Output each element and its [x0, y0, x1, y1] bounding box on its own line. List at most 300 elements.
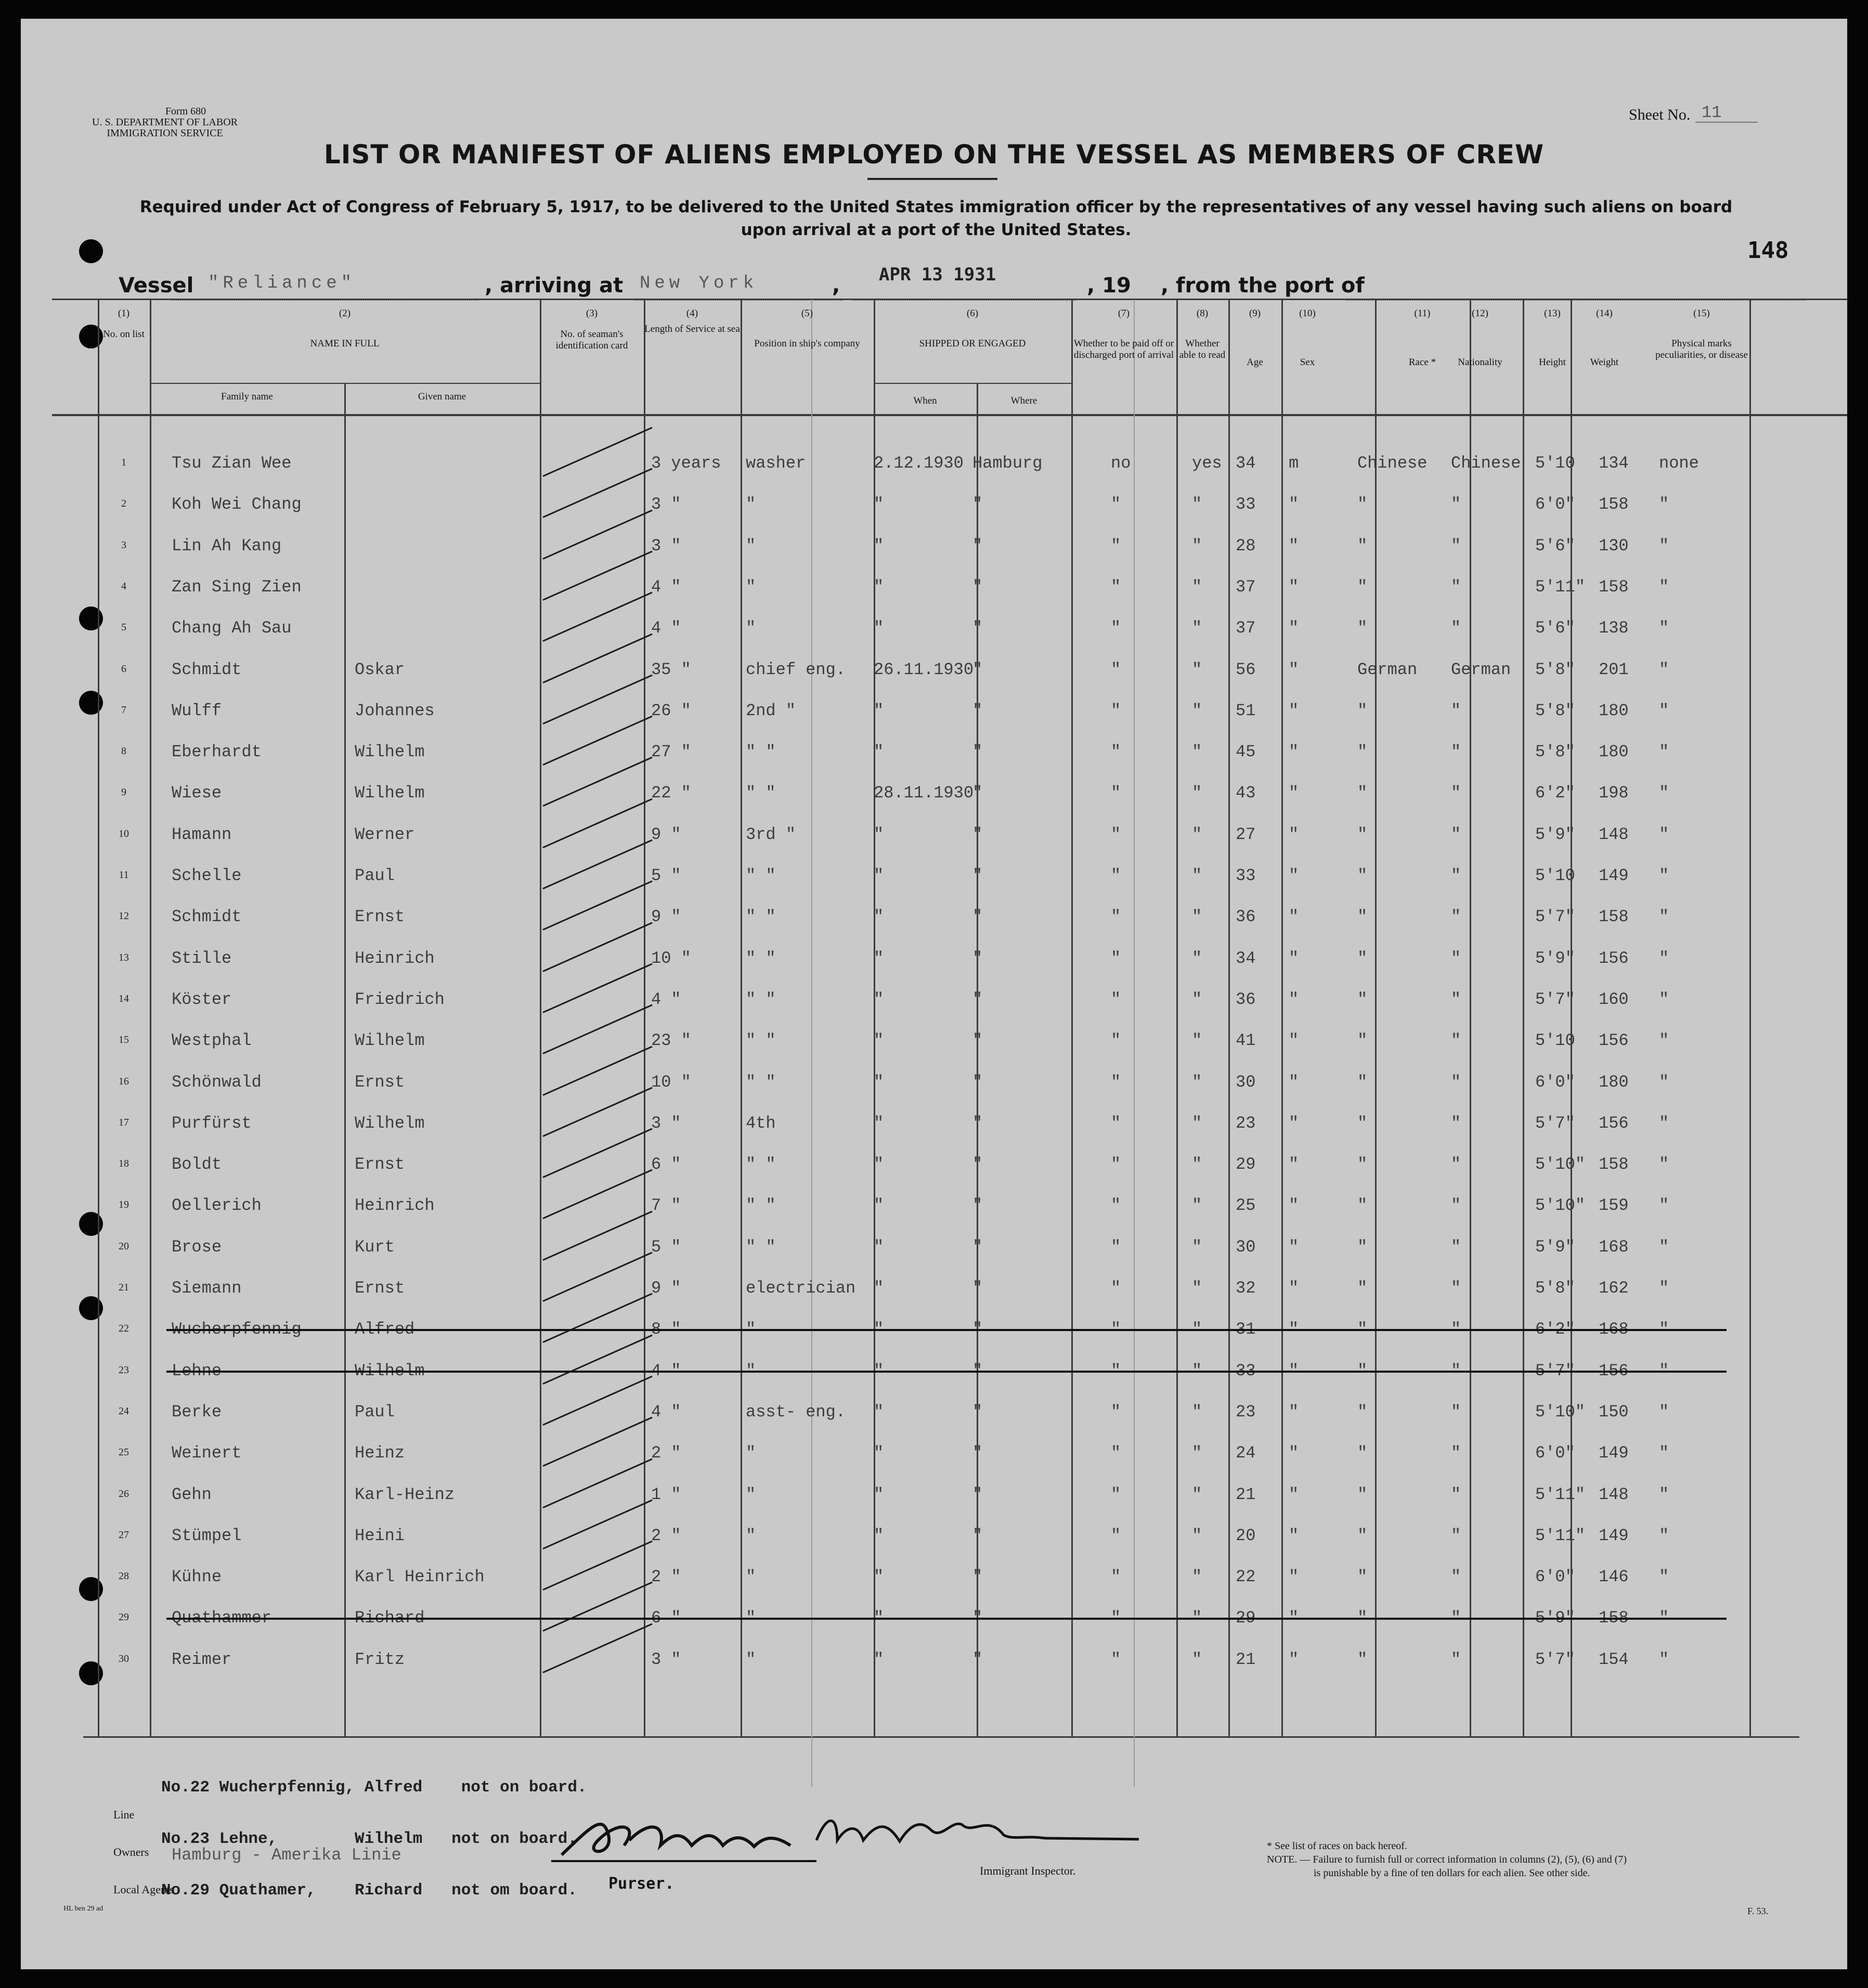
able-to-read: "	[1192, 824, 1202, 844]
check-mark	[542, 840, 652, 889]
sex: "	[1289, 1361, 1299, 1380]
shipped-when: "	[874, 1361, 884, 1380]
physical-marks: "	[1659, 495, 1669, 514]
physical-marks: "	[1659, 1320, 1669, 1339]
position: "	[746, 577, 756, 597]
shipped-when: "	[874, 948, 884, 968]
height: 6'0"	[1535, 495, 1575, 514]
height: 6'0"	[1535, 1072, 1575, 1092]
position: " "	[746, 742, 776, 762]
physical-marks: "	[1659, 1608, 1669, 1628]
physical-marks: "	[1659, 536, 1669, 556]
length-of-service: 9 "	[651, 907, 681, 927]
physical-marks: "	[1659, 1113, 1669, 1133]
able-to-read: "	[1192, 1196, 1202, 1216]
weight: 134	[1599, 454, 1629, 473]
family-name: Boldt	[172, 1155, 222, 1174]
position: "	[746, 536, 756, 556]
binder-hole	[79, 691, 103, 715]
position: " "	[746, 1155, 776, 1174]
age: 36	[1236, 907, 1256, 927]
header-c13: (13) Height	[1539, 308, 1566, 368]
race: "	[1357, 1361, 1368, 1380]
able-to-read: "	[1192, 1279, 1202, 1298]
weight: 148	[1599, 1484, 1629, 1504]
given-name: Ernst	[355, 1072, 405, 1092]
race: "	[1357, 1608, 1368, 1628]
shipped-where: "	[972, 1649, 983, 1669]
able-to-read: "	[1192, 1072, 1202, 1092]
row-number: 3	[121, 539, 126, 551]
given-name: Karl-Heinz	[355, 1484, 455, 1504]
age: 30	[1236, 1072, 1256, 1092]
race: "	[1357, 989, 1368, 1009]
height: 5'7"	[1535, 1113, 1575, 1133]
sheet-number-value: 11	[1702, 103, 1722, 122]
able-to-read: "	[1192, 618, 1202, 638]
race: "	[1357, 907, 1368, 927]
vessel-label: Vessel	[119, 274, 194, 298]
check-mark	[542, 757, 652, 807]
length-of-service: 3 "	[651, 536, 681, 556]
nationality: "	[1451, 1237, 1461, 1257]
race: "	[1357, 1196, 1368, 1216]
physical-marks: "	[1659, 1567, 1669, 1587]
weight: 168	[1599, 1237, 1629, 1257]
sex: "	[1289, 1484, 1299, 1504]
header-c3: (3) No. of seaman's identification card	[555, 308, 628, 351]
shipped-when: "	[874, 824, 884, 844]
row-number: 13	[119, 951, 129, 963]
vessel-name: "Reliance"	[208, 274, 356, 293]
binder-hole	[79, 1296, 103, 1320]
sex: "	[1289, 1526, 1299, 1545]
given-name: Ernst	[355, 1155, 405, 1174]
physical-marks: "	[1659, 1031, 1669, 1051]
race: "	[1357, 1484, 1368, 1504]
race: Chinese	[1357, 454, 1428, 473]
able-to-read: "	[1192, 1567, 1202, 1587]
shipped-where: "	[972, 1031, 983, 1051]
weight: 156	[1599, 948, 1629, 968]
race: "	[1357, 1443, 1368, 1463]
sex: "	[1289, 824, 1299, 844]
paid-off: "	[1111, 989, 1121, 1009]
race: "	[1357, 783, 1368, 803]
height: 5'11"	[1535, 577, 1586, 597]
strike-through-line	[166, 1618, 1727, 1620]
able-to-read: "	[1192, 742, 1202, 762]
row-number: 25	[119, 1447, 129, 1458]
position: " "	[746, 1031, 776, 1051]
nationality: "	[1451, 1072, 1461, 1092]
position: "	[746, 1320, 756, 1339]
position: "	[746, 1649, 756, 1669]
height: 5'7"	[1535, 1361, 1575, 1380]
row-number: 6	[121, 663, 126, 675]
check-mark	[542, 1169, 652, 1219]
check-mark	[542, 1210, 652, 1260]
shipped-when: "	[874, 1526, 884, 1545]
age: 34	[1236, 948, 1256, 968]
sex: "	[1289, 1279, 1299, 1298]
length-of-service: 3 "	[651, 1113, 681, 1133]
race: "	[1357, 866, 1368, 885]
arrival-date-stamp: APR 13 1931	[879, 264, 996, 285]
shipped-when: "	[874, 701, 884, 720]
height: 5'9"	[1535, 1608, 1575, 1628]
nationality: Chinese	[1451, 454, 1521, 473]
length-of-service: 2 "	[651, 1567, 681, 1587]
strike-through-line	[166, 1329, 1727, 1331]
height: 5'6"	[1535, 536, 1575, 556]
position: " "	[746, 783, 776, 803]
row-number: 19	[119, 1199, 129, 1211]
race: "	[1357, 577, 1368, 597]
race: "	[1357, 1072, 1368, 1092]
shipped-where: "	[972, 1361, 983, 1380]
binder-hole	[79, 1661, 103, 1685]
sex: "	[1289, 1155, 1299, 1174]
shipped-where: "	[972, 824, 983, 844]
family-name: Schelle	[172, 866, 242, 885]
height: 5'11"	[1535, 1484, 1586, 1504]
race: "	[1357, 1113, 1368, 1133]
given-name: Heinrich	[355, 1196, 435, 1216]
check-mark	[542, 1541, 652, 1591]
row-number: 21	[119, 1282, 129, 1293]
check-mark	[542, 1582, 652, 1632]
nationality: "	[1451, 1320, 1461, 1339]
row-number: 8	[121, 745, 126, 757]
nationality: "	[1451, 577, 1461, 597]
position: " "	[746, 1237, 776, 1257]
physical-marks: "	[1659, 907, 1669, 927]
length-of-service: 26 "	[651, 701, 691, 720]
shipped-when: "	[874, 866, 884, 885]
sex: "	[1289, 1072, 1299, 1092]
physical-marks: "	[1659, 948, 1669, 968]
agents-label: Local Agents	[113, 1883, 174, 1896]
physical-marks: "	[1659, 1484, 1669, 1504]
form-code: F. 53.	[1747, 1906, 1769, 1916]
length-of-service: 35 "	[651, 660, 691, 679]
header-c6: (6) SHIPPED OR ENGAGED	[919, 308, 1026, 349]
position: " "	[746, 948, 776, 968]
header-c12: (12) Nationality	[1458, 308, 1502, 368]
physical-marks: "	[1659, 577, 1669, 597]
shipped-where: "	[972, 1237, 983, 1257]
position: " "	[746, 866, 776, 885]
family-name: Köster	[172, 989, 232, 1009]
weight: 130	[1599, 536, 1629, 556]
age: 30	[1236, 1237, 1256, 1257]
position: "	[746, 1608, 756, 1628]
nationality: "	[1451, 824, 1461, 844]
race: "	[1357, 1279, 1368, 1298]
row-number: 16	[119, 1075, 129, 1087]
age: 56	[1236, 660, 1256, 679]
race: "	[1357, 1649, 1368, 1669]
row-number: 17	[119, 1116, 129, 1128]
shipped-where: "	[972, 536, 983, 556]
position: "	[746, 1361, 756, 1380]
sex: "	[1289, 866, 1299, 885]
physical-marks: "	[1659, 824, 1669, 844]
header-c6-when: When	[913, 395, 937, 406]
race: "	[1357, 1526, 1368, 1545]
check-mark	[542, 427, 652, 477]
shipped-when: "	[874, 1031, 884, 1051]
family-name: Brose	[172, 1237, 222, 1257]
height: 5'9"	[1535, 824, 1575, 844]
length-of-service: 4 "	[651, 989, 681, 1009]
sex: "	[1289, 948, 1299, 968]
sex: "	[1289, 1567, 1299, 1587]
header-c2-given: Given name	[418, 391, 466, 402]
nationality: "	[1451, 1567, 1461, 1587]
height: 5'10	[1535, 454, 1575, 473]
row-number: 15	[119, 1034, 129, 1046]
height: 5'10"	[1535, 1402, 1586, 1422]
height: 5'6"	[1535, 618, 1575, 638]
row-number: 28	[119, 1570, 129, 1582]
physical-marks: "	[1659, 742, 1669, 762]
header-c14: (14) Weight	[1590, 308, 1619, 368]
length-of-service: 22 "	[651, 783, 691, 803]
family-name: Schmidt	[172, 907, 242, 927]
physical-marks: "	[1659, 1443, 1669, 1463]
weight: 201	[1599, 660, 1629, 679]
header-c4: (4) Length of Service at sea	[644, 308, 740, 334]
physical-marks: "	[1659, 1361, 1669, 1380]
paid-off: "	[1111, 495, 1121, 514]
physical-marks: "	[1659, 701, 1669, 720]
family-name: Lehne	[172, 1361, 222, 1380]
height: 5'9"	[1535, 948, 1575, 968]
shipped-when: "	[874, 1072, 884, 1092]
height: 5'8"	[1535, 1279, 1575, 1298]
check-mark	[542, 922, 652, 972]
sex: "	[1289, 783, 1299, 803]
able-to-read: yes	[1192, 454, 1222, 473]
given-name: Fritz	[355, 1649, 405, 1669]
length-of-service: 27 "	[651, 742, 691, 762]
age: 33	[1236, 866, 1256, 885]
form-identifier	[79, 106, 251, 139]
shipped-when: "	[874, 1113, 884, 1133]
length-of-service: 23 "	[651, 1031, 691, 1051]
length-of-service: 1 "	[651, 1484, 681, 1504]
note-line: No.23 Lehne, Wilhelm not on board.	[161, 1830, 577, 1848]
family-name: Purfürst	[172, 1113, 252, 1133]
shipped-when: "	[874, 1320, 884, 1339]
length-of-service: 3 "	[651, 495, 681, 514]
height: 6'0"	[1535, 1567, 1575, 1587]
sex: "	[1289, 1608, 1299, 1628]
check-mark	[542, 550, 652, 600]
nationality: "	[1451, 948, 1461, 968]
position: " "	[746, 1196, 776, 1216]
nationality: "	[1451, 1649, 1461, 1669]
nationality: "	[1451, 1113, 1461, 1133]
family-name: Quathammer	[172, 1608, 272, 1628]
weight: 158	[1599, 907, 1629, 927]
manifest-sheet	[21, 19, 1847, 1969]
race: "	[1357, 701, 1368, 720]
length-of-service: 5 "	[651, 866, 681, 885]
shipped-when: "	[874, 1237, 884, 1257]
physical-marks: "	[1659, 783, 1669, 803]
able-to-read: "	[1192, 660, 1202, 679]
family-name: Schönwald	[172, 1072, 262, 1092]
family-name: Zan Sing Zien	[172, 577, 302, 597]
shipped-where: "	[972, 742, 983, 762]
age: 22	[1236, 1567, 1256, 1587]
race: "	[1357, 536, 1368, 556]
age: 29	[1236, 1155, 1256, 1174]
age: 43	[1236, 783, 1256, 803]
age: 32	[1236, 1279, 1256, 1298]
paid-off: "	[1111, 1155, 1121, 1174]
header-c5: (5) Position in ship's company	[754, 308, 860, 349]
family-name: Eberhardt	[172, 742, 262, 762]
nationality: "	[1451, 618, 1461, 638]
given-name: Oskar	[355, 660, 405, 679]
header-c2: (2) NAME IN FULL	[310, 308, 380, 349]
sex: "	[1289, 660, 1299, 679]
length-of-service: 4 "	[651, 1361, 681, 1380]
family-name: Tsu Zian Wee	[172, 454, 292, 473]
length-of-service: 4 "	[651, 618, 681, 638]
owners-label: Owners	[113, 1845, 149, 1858]
position: 3rd "	[746, 824, 796, 844]
paid-off: "	[1111, 1608, 1121, 1628]
age: 34	[1236, 454, 1256, 473]
age: 23	[1236, 1113, 1256, 1133]
purser-label: Purser.	[608, 1875, 674, 1893]
given-name: Wilhelm	[355, 1113, 425, 1133]
shipped-where: Hamburg	[972, 454, 1043, 473]
row-number: 14	[119, 992, 129, 1004]
row-number: 23	[119, 1364, 129, 1376]
header-c10: (10) Sex	[1299, 308, 1316, 368]
shipped-where: "	[972, 948, 983, 968]
weight: 159	[1599, 1196, 1629, 1216]
shipped-when: "	[874, 577, 884, 597]
given-name: Friedrich	[355, 989, 445, 1009]
physical-marks: "	[1659, 618, 1669, 638]
given-name: Alfred	[355, 1320, 415, 1339]
race: "	[1357, 1155, 1368, 1174]
age: 51	[1236, 701, 1256, 720]
position: " "	[746, 1072, 776, 1092]
paid-off: "	[1111, 1196, 1121, 1216]
binder-hole	[79, 1577, 103, 1601]
position: " "	[746, 907, 776, 927]
comma: ,	[832, 274, 840, 298]
form-number: Form 680	[165, 106, 206, 117]
physical-marks: "	[1659, 1402, 1669, 1422]
paid-off: "	[1111, 866, 1121, 885]
position: "	[746, 1567, 756, 1587]
paid-off: "	[1111, 1402, 1121, 1422]
paid-off: "	[1111, 907, 1121, 927]
able-to-read: "	[1192, 783, 1202, 803]
given-name: Werner	[355, 824, 415, 844]
weight: 149	[1599, 1443, 1629, 1463]
able-to-read: "	[1192, 948, 1202, 968]
able-to-read: "	[1192, 1649, 1202, 1669]
length-of-service: 4 "	[651, 577, 681, 597]
position: "	[746, 495, 756, 514]
given-name: Richard	[355, 1608, 425, 1628]
shipped-when: "	[874, 536, 884, 556]
check-mark	[542, 674, 652, 724]
row-number: 4	[121, 580, 126, 592]
shipped-when: "	[874, 907, 884, 927]
family-name: Reimer	[172, 1649, 232, 1669]
age: 29	[1236, 1608, 1256, 1628]
given-name: Wilhelm	[355, 1031, 425, 1051]
row-number: 7	[121, 704, 126, 716]
paid-off: "	[1111, 618, 1121, 638]
header-c6-where: Where	[1010, 395, 1037, 406]
shipped-where: "	[972, 1608, 983, 1628]
age: 25	[1236, 1196, 1256, 1216]
row-number: 10	[119, 828, 129, 840]
shipped-when: 26.11.1930	[874, 660, 974, 679]
arriving-label: , arriving at	[485, 274, 624, 298]
weight: 160	[1599, 989, 1629, 1009]
position: 4th	[746, 1113, 776, 1133]
physical-marks: "	[1659, 1237, 1669, 1257]
signatures	[546, 1804, 1160, 1871]
nationality: German	[1451, 660, 1511, 679]
shipped-where: "	[972, 1526, 983, 1545]
age: 24	[1236, 1443, 1256, 1463]
shipped-where: "	[972, 1443, 983, 1463]
shipped-where: "	[972, 1155, 983, 1174]
strike-through-line	[166, 1371, 1727, 1373]
check-mark	[542, 1128, 652, 1178]
given-name: Heinrich	[355, 948, 435, 968]
check-mark	[542, 1045, 652, 1095]
length-of-service: 9 "	[651, 824, 681, 844]
sex: m	[1289, 454, 1299, 473]
able-to-read: "	[1192, 989, 1202, 1009]
length-of-service: 2 "	[651, 1443, 681, 1463]
nationality: "	[1451, 1608, 1461, 1628]
bottom-left-code: HL ben 29 ad	[63, 1905, 103, 1913]
given-name: Ernst	[355, 907, 405, 927]
sex: "	[1289, 1237, 1299, 1257]
shipped-where: "	[972, 495, 983, 514]
family-name: Wiese	[172, 783, 222, 803]
shipped-when: "	[874, 1196, 884, 1216]
race: "	[1357, 948, 1368, 968]
nationality: "	[1451, 1196, 1461, 1216]
nationality: "	[1451, 1155, 1461, 1174]
row-number: 2	[121, 498, 126, 510]
check-mark	[542, 1004, 652, 1054]
length-of-service: 5 "	[651, 1237, 681, 1257]
family-name: Kühne	[172, 1567, 222, 1587]
paid-off: "	[1111, 824, 1121, 844]
check-mark	[542, 963, 652, 1013]
height: 5'10"	[1535, 1155, 1586, 1174]
owners-value: Hamburg - Amerika Linie	[172, 1845, 401, 1865]
